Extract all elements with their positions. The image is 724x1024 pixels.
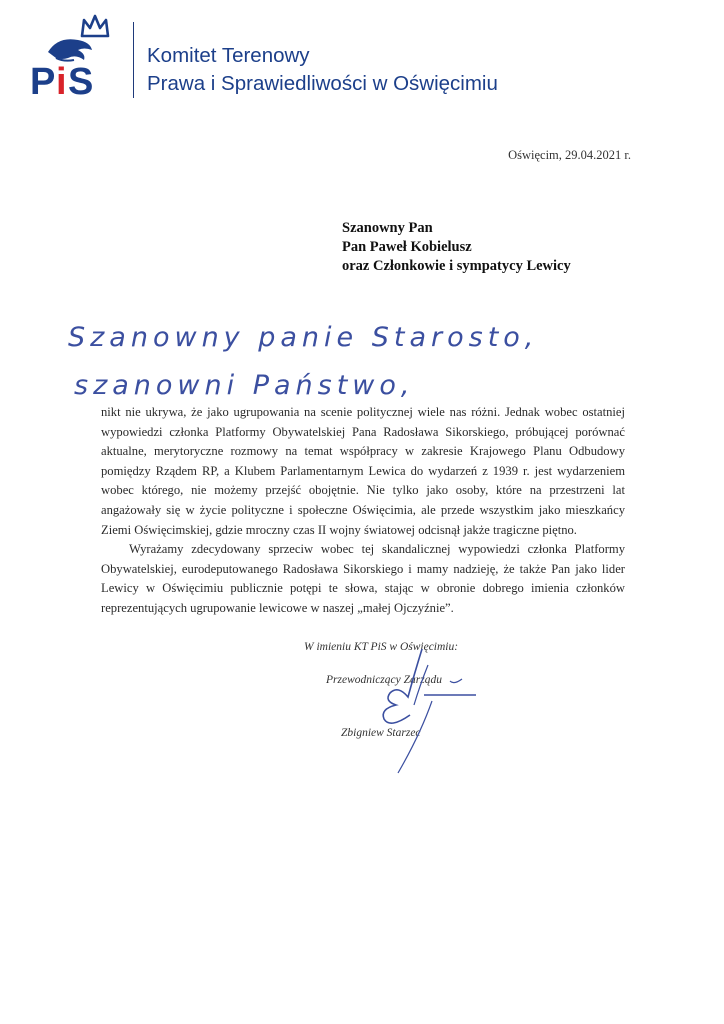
recipient-line: Pan Paweł Kobielusz [342, 239, 472, 255]
signer-role: Przewodniczący Zarządu [326, 674, 442, 686]
header-divider [133, 22, 134, 98]
recipient-line: oraz Członkowie i sympatycy Lewicy [342, 258, 571, 274]
body-paragraph: nikt nie ukrywa, że jako ugrupowania na scenie politycznej wiele nas różni. Jednak wobec ostatniej wypowiedzi członka Platformy Obywatelskiej Pana Radosława Sikorskiego, próbującej porównać aktualne, merytoryczne rozmowy na temat współpracy w zakresie Krajowego Planu Odbudowy pomiędzy Rządem RP, a Klubem Parlamentarnym Lewica do wydarzeń z 1939 r. jest wydarzeniem wobec którego, nie możemy przejść obojętnie. Nie tylko jako osoby, które na przestrzeni lat angażowały się w życie polityczne i społeczne Oświęcimia, ale przede wszystkim jako mieszkańcy Ziemi Oświęcimskiej, gdzie mroczny czas II wojny światowej odcisnął jakże tragiczne piętno. [101, 405, 625, 537]
signer-name: Zbigniew Starzec [341, 727, 421, 739]
closing-line: W imieniu KT PiS w Oświęcimiu: [304, 641, 459, 653]
svg-text:i: i [56, 61, 67, 103]
body-paragraph: Wyrażamy zdecydowany sprzeciw wobec tej skandalicznej wypowiedzi członka Platformy Obywatelskiej, eurodeputowanego Radosława Sikorskiego i mamy nadzieję, że także Pan jako lider Lewicy w Oświęcimiu publicznie potępi te słowa, stając w obronie dobrego imienia członków reprezentujących ugrupowanie lewicowe w naszej „małej Ojczyźnie”. [101, 542, 625, 615]
handwritten-salutation [68, 310, 539, 405]
committee-name-line1: Komitet Terenowy [147, 44, 310, 67]
svg-text:P: P [30, 61, 56, 103]
letter-body [101, 403, 625, 619]
committee-name [147, 42, 498, 98]
salutation-line1: Szanowny panie Starosto, [68, 322, 539, 353]
svg-text:S: S [68, 61, 94, 103]
recipient-line: Szanowny Pan [342, 220, 433, 236]
handwritten-signature [350, 645, 490, 780]
salutation-line2: szanowni Państwo, [74, 370, 415, 401]
letter-date: Oświęcim, 29.04.2021 r. [508, 148, 631, 162]
pis-logo [28, 14, 120, 103]
committee-name-line2: Prawa i Sprawiedliwości w Oświęcimiu [147, 72, 498, 95]
recipient-block [342, 219, 571, 276]
